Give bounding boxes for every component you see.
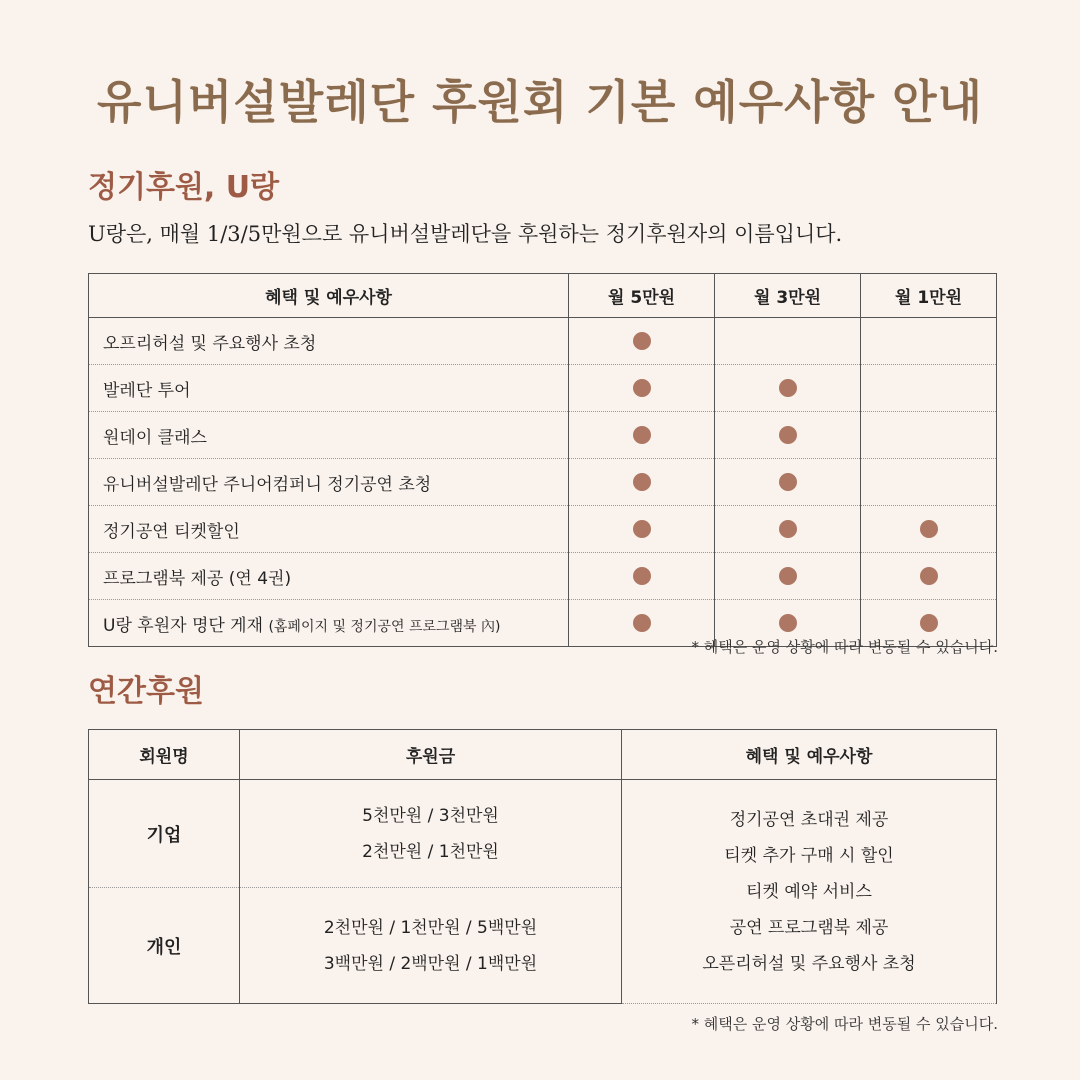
benefit-label bbox=[89, 318, 569, 365]
tier-cell bbox=[569, 506, 715, 553]
tier-cell bbox=[569, 459, 715, 506]
annual-table bbox=[88, 729, 997, 1004]
col-tier-3: 월 3만원 bbox=[715, 274, 861, 318]
included-dot-icon bbox=[779, 567, 797, 585]
included-dot-icon bbox=[779, 379, 797, 397]
benefit-line: 정기공연 초대권 제공 bbox=[729, 809, 889, 830]
tier-cell bbox=[715, 553, 861, 600]
table-row bbox=[89, 318, 997, 365]
included-dot-icon bbox=[633, 567, 651, 585]
col-tier-1: 월 1만원 bbox=[861, 274, 997, 318]
tier-cell bbox=[569, 318, 715, 365]
tier-cell bbox=[861, 459, 997, 506]
benefit-line: 티켓 추가 구매 시 할인 bbox=[724, 845, 894, 866]
benefit-label-text: 정기공연 티켓할인 bbox=[103, 521, 240, 542]
benefit-label-text: 유니버설발레단 주니어컴퍼니 정기공연 초청 bbox=[103, 474, 432, 495]
regular-heading: 정기후원, U랑 bbox=[88, 170, 280, 205]
amount-cell bbox=[240, 780, 622, 888]
tier-cell bbox=[569, 365, 715, 412]
regular-note: * 혜택은 운영 상황에 따라 변동될 수 있습니다. bbox=[691, 638, 998, 656]
table-row bbox=[89, 459, 997, 506]
benefit-label bbox=[89, 506, 569, 553]
benefit-line: 공연 프로그램북 제공 bbox=[729, 917, 889, 938]
amount-line: 5천만원 / 3천만원 bbox=[362, 805, 499, 826]
benefit-label bbox=[89, 600, 569, 647]
regular-intro: U랑은, 매월 1/3/5만원으로 유니버설발레단을 후원하는 정기후원자의 이름입니다. bbox=[88, 222, 843, 246]
included-dot-icon bbox=[920, 520, 938, 538]
table-header-row bbox=[89, 274, 997, 318]
included-dot-icon bbox=[633, 332, 651, 350]
benefit-label bbox=[89, 365, 569, 412]
tier-cell bbox=[715, 506, 861, 553]
amount-cell bbox=[240, 888, 622, 1004]
col-amount: 후원금 bbox=[240, 730, 622, 780]
regular-table-body bbox=[89, 318, 997, 647]
included-dot-icon bbox=[779, 473, 797, 491]
tier-cell bbox=[569, 412, 715, 459]
annual-note: * 혜택은 운영 상황에 따라 변동될 수 있습니다. bbox=[691, 1015, 998, 1033]
col-tier-5: 월 5만원 bbox=[569, 274, 715, 318]
included-dot-icon bbox=[633, 473, 651, 491]
benefit-line: 오픈리허설 및 주요행사 초청 bbox=[702, 953, 916, 974]
amount-line: 2천만원 / 1천만원 bbox=[362, 841, 499, 862]
included-dot-icon bbox=[779, 426, 797, 444]
tier-cell bbox=[861, 365, 997, 412]
amount-line: 3백만원 / 2백만원 / 1백만원 bbox=[323, 953, 538, 974]
tier-cell bbox=[715, 318, 861, 365]
included-dot-icon bbox=[633, 520, 651, 538]
col-member: 회원명 bbox=[89, 730, 240, 780]
col-annual-benefits: 혜택 및 예우사항 bbox=[622, 730, 997, 780]
included-dot-icon bbox=[633, 379, 651, 397]
benefit-line: 티켓 예약 서비스 bbox=[746, 881, 872, 902]
annual-heading: 연간후원 bbox=[88, 674, 204, 709]
tier-cell bbox=[861, 318, 997, 365]
regular-benefits-table bbox=[88, 273, 997, 647]
included-dot-icon bbox=[633, 614, 651, 632]
col-benefits: 혜택 및 예우사항 bbox=[89, 274, 569, 318]
benefit-label-text: 원데이 클래스 bbox=[103, 427, 207, 448]
tier-cell bbox=[715, 412, 861, 459]
included-dot-icon bbox=[920, 614, 938, 632]
benefit-label-text: 오프리허설 및 주요행사 초청 bbox=[103, 333, 317, 354]
included-dot-icon bbox=[920, 567, 938, 585]
included-dot-icon bbox=[633, 426, 651, 444]
table-row bbox=[89, 780, 997, 888]
amount-line: 2천만원 / 1천만원 / 5백만원 bbox=[323, 917, 538, 938]
included-dot-icon bbox=[779, 520, 797, 538]
tier-cell bbox=[715, 365, 861, 412]
benefit-label bbox=[89, 459, 569, 506]
page-title: 유니버설발레단 후원회 기본 예우사항 안내 bbox=[97, 75, 983, 129]
benefit-label bbox=[89, 553, 569, 600]
benefits-cell bbox=[622, 780, 997, 1004]
tier-cell bbox=[861, 506, 997, 553]
included-dot-icon bbox=[779, 614, 797, 632]
tier-cell bbox=[715, 459, 861, 506]
benefit-label-note: (홈페이지 및 정기공연 프로그램북 內) bbox=[268, 618, 501, 635]
benefit-label bbox=[89, 412, 569, 459]
tier-cell bbox=[861, 553, 997, 600]
tier-cell bbox=[569, 553, 715, 600]
table-row bbox=[89, 506, 997, 553]
tier-cell bbox=[861, 412, 997, 459]
table-row bbox=[89, 365, 997, 412]
benefit-label-text: 발레단 투어 bbox=[103, 380, 191, 401]
member-name: 개인 bbox=[89, 888, 240, 1004]
table-header-row bbox=[89, 730, 997, 780]
table-row bbox=[89, 412, 997, 459]
benefit-label-text: U랑 후원자 명단 게재 bbox=[103, 615, 264, 636]
table-row bbox=[89, 553, 997, 600]
benefit-label-text: 프로그램북 제공 (연 4권) bbox=[103, 568, 292, 589]
member-name: 기업 bbox=[89, 780, 240, 888]
